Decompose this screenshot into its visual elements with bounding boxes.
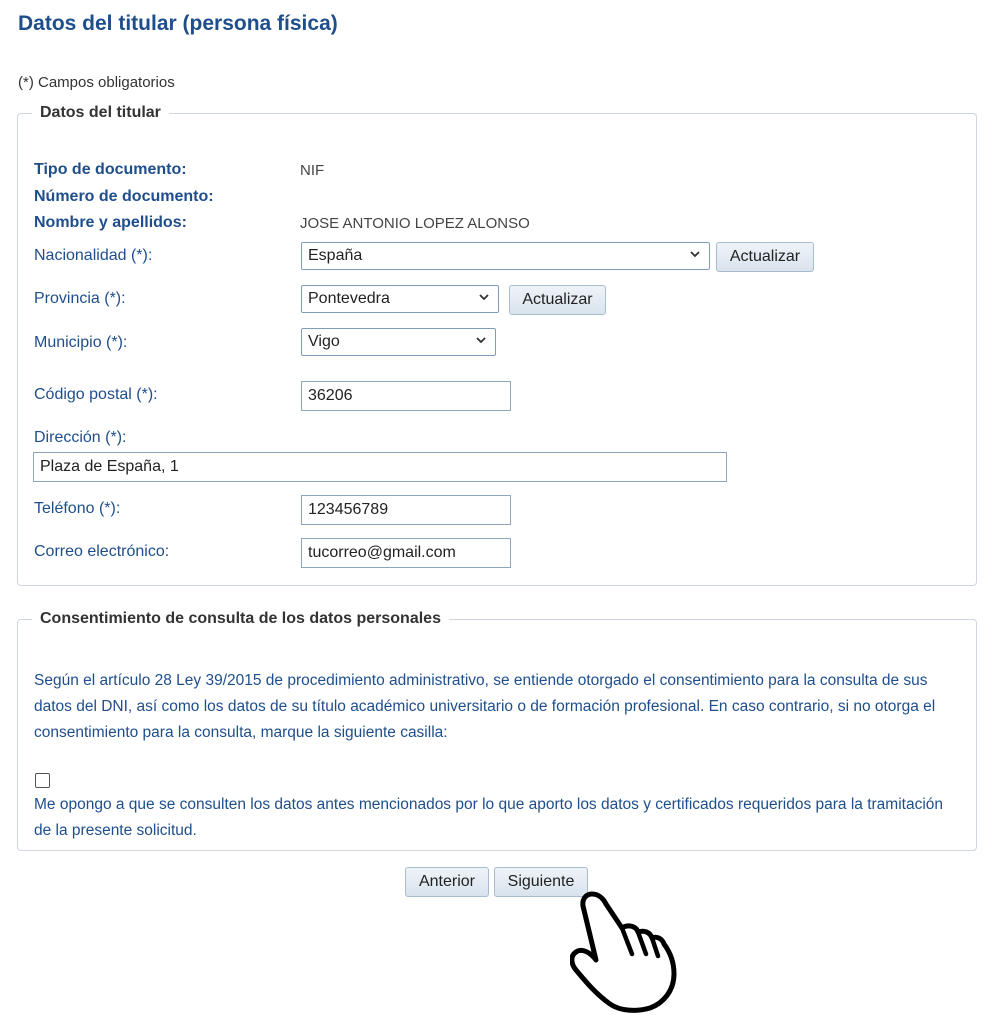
email-input[interactable]: tucorreo@gmail.com <box>301 538 511 568</box>
province-label: Provincia (*): <box>34 290 126 307</box>
chevron-down-icon <box>478 291 490 303</box>
consent-opt-out-checkbox[interactable] <box>35 773 50 788</box>
consent-opt-out-text: Me opongo a que se consulten los datos antes mencionados por lo que aporto los datos y certificados requeridos para la tramitación de la presente solicitud. <box>34 796 944 839</box>
consent-intro-text: Según el artículo 28 Ley 39/2015 de procedimiento administrativo, se entiende otorgado el consentimiento para la consulta de sus datos del DNI, así como los datos de su título académico universitario o de formación profesional. En caso contrario, si no otorga el consentimiento para la consulta, marque la siguiente casilla: <box>34 672 936 741</box>
chevron-down-icon <box>689 248 701 260</box>
required-fields-note: (*) Campos obligatorios <box>18 74 175 91</box>
email-label: Correo electrónico: <box>34 543 170 560</box>
phone-input[interactable]: 123456789 <box>301 495 511 525</box>
next-button[interactable]: Siguiente <box>494 867 588 897</box>
municipality-label: Municipio (*): <box>34 334 128 351</box>
doc-type-label: Tipo de documento: <box>34 161 187 178</box>
update-province-button[interactable]: Actualizar <box>509 285 606 315</box>
holder-section-legend: Datos del titular <box>40 104 161 121</box>
holder-data-section <box>17 104 977 586</box>
municipality-selected-value: Vigo <box>308 333 340 350</box>
municipality-select[interactable] <box>301 328 496 356</box>
province-selected-value: Pontevedra <box>308 290 390 307</box>
page-title: Datos del titular (persona física) <box>18 12 338 35</box>
previous-button[interactable]: Anterior <box>405 867 489 897</box>
update-nationality-button[interactable]: Actualizar <box>716 242 814 272</box>
chevron-down-icon <box>475 334 487 346</box>
name-value: JOSE ANTONIO LOPEZ ALONSO <box>300 215 530 232</box>
nationality-label: Nacionalidad (*): <box>34 247 153 264</box>
phone-label: Teléfono (*): <box>34 500 121 517</box>
pointing-hand-icon <box>570 890 682 1014</box>
province-select[interactable] <box>301 285 499 313</box>
address-label: Dirección (*): <box>34 429 127 446</box>
doc-number-label: Número de documento: <box>34 188 214 205</box>
consent-section-legend: Consentimiento de consulta de los datos personales <box>40 610 441 627</box>
name-label: Nombre y apellidos: <box>34 214 187 231</box>
postal-code-label: Código postal (*): <box>34 386 158 403</box>
doc-type-value: NIF <box>300 162 325 179</box>
nationality-select[interactable] <box>301 242 710 270</box>
consent-section <box>17 610 977 851</box>
postal-code-input[interactable]: 36206 <box>301 381 511 411</box>
address-input[interactable]: Plaza de España, 1 <box>33 452 727 482</box>
nationality-selected-value: España <box>308 247 363 264</box>
